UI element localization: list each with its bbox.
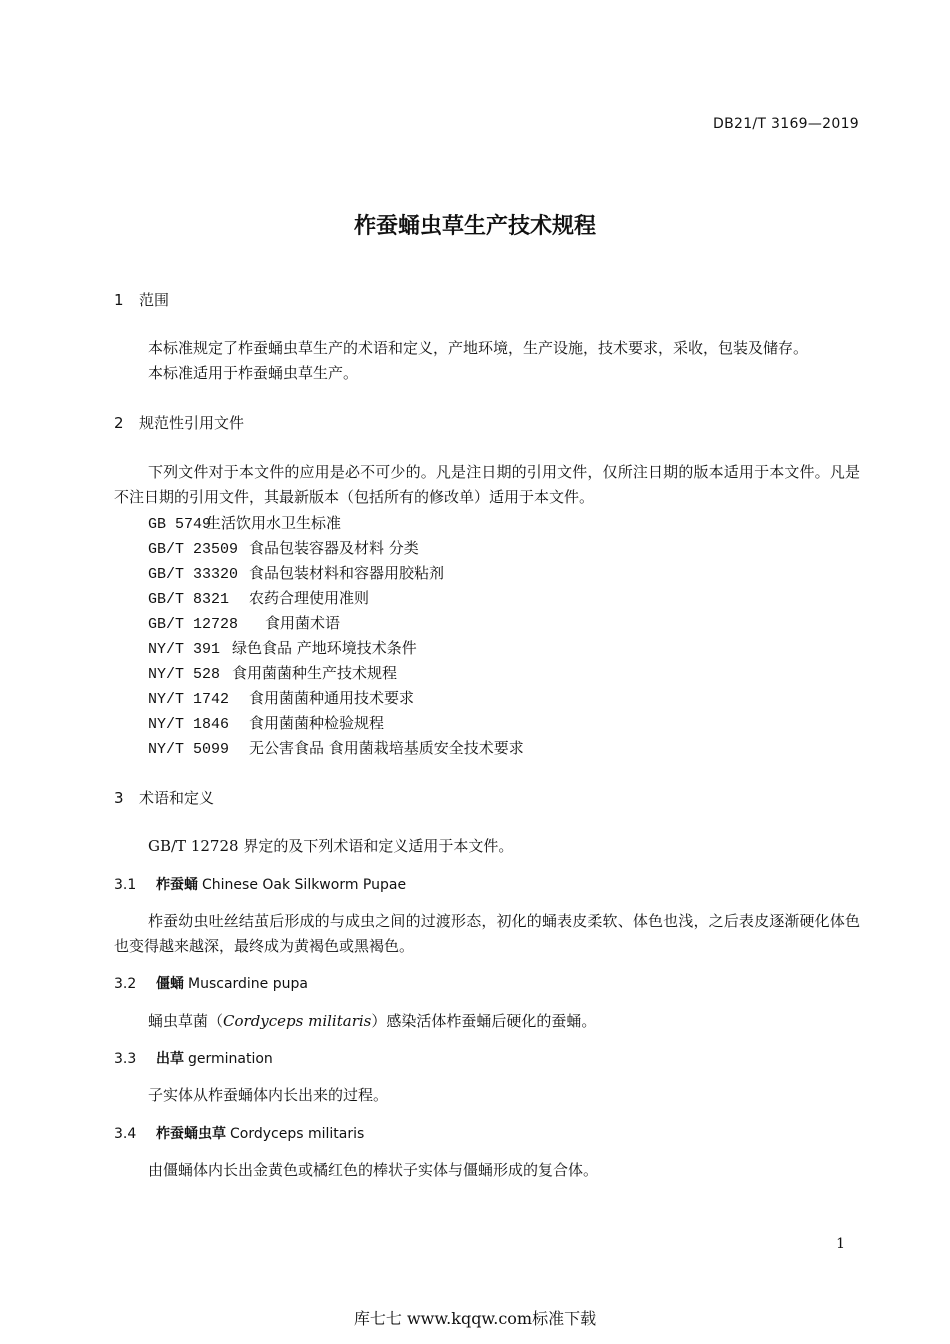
reference-code: GB/T 12728 (148, 616, 239, 633)
section-3-intro: GB/T 12728 界定的及下列术语和定义适用于本文件。 (148, 837, 514, 855)
term-number: 3.2 (114, 976, 137, 992)
term-english: germination (188, 1051, 273, 1067)
reference-title: 生活饮用水卫生标准 (206, 514, 342, 532)
reference-item (148, 562, 444, 583)
term-number: 3.1 (114, 877, 137, 893)
section-2-intro: 下列文件对于本文件的应用是必不可少的。凡是注日期的引用文件，仅所注日期的版本适用于本文件。凡是不注日期的引用文件，其最新版本（包括所有的修改单）适用于本文件。 (114, 463, 860, 506)
section-1-heading (114, 289, 169, 310)
reference-title: 无公害食品 食用菌栽培基质安全技术要求 (249, 739, 524, 757)
page-number: 1 (836, 1236, 845, 1252)
section-number: 2 (114, 414, 124, 432)
footer-watermark: 库七七 www.kqqw.com标准下载 (353, 1309, 597, 1328)
reference-code: NY/T 1846 (148, 716, 230, 733)
term-definition-3-2 (148, 1010, 596, 1031)
term-definition-3-1: 柞蚕幼虫吐丝结茧后形成的与成虫之间的过渡形态，初化的蛹表皮柔软、体色也浅，之后表皮逐渐硬化体色也变得越来越深，最终成为黄褐色或黑褐色。 (114, 912, 860, 955)
reference-item (148, 612, 340, 633)
section-1-paragraph-1: 本标准规定了柞蚕蛹虫草生产的术语和定义，产地环境，生产设施，技术要求，采收，包装及储存。 (148, 339, 809, 357)
reference-code: GB/T 33320 (148, 566, 239, 583)
term-english: Chinese Oak Silkworm Pupae (202, 877, 407, 893)
term-english: Cordyceps militaris (230, 1126, 365, 1142)
section-title: 范围 (139, 291, 170, 309)
definition-text: ）感染活体柞蚕蛹后硬化的蚕蛹。 (371, 1012, 597, 1030)
reference-item (148, 637, 417, 658)
reference-title: 绿色食品 产地环境技术条件 (232, 639, 417, 657)
reference-item (148, 512, 341, 533)
term-heading-3-1 (114, 874, 406, 894)
reference-title: 食用菌菌种检验规程 (249, 714, 385, 732)
reference-title: 食品包装材料和容器用胶粘剂 (249, 564, 445, 582)
reference-item (148, 537, 419, 558)
reference-item (148, 587, 369, 608)
section-3-heading (114, 787, 214, 808)
reference-item (148, 687, 414, 708)
term-definition-3-4: 由僵蛹体内长出金黄色或橘红色的棒状子实体与僵蛹形成的复合体。 (148, 1161, 599, 1179)
reference-code: GB/T 8321 (148, 591, 230, 608)
reference-title: 食用菌菌种通用技术要求 (249, 689, 415, 707)
term-name: 出草 (156, 1051, 184, 1067)
reference-code: NY/T 1742 (148, 691, 230, 708)
term-heading-3-2 (114, 973, 308, 993)
section-title: 规范性引用文件 (139, 414, 245, 432)
reference-item (148, 712, 384, 733)
term-number: 3.4 (114, 1126, 137, 1142)
section-number: 1 (114, 291, 124, 309)
term-english: Muscardine pupa (188, 976, 308, 992)
term-heading-3-3 (114, 1048, 273, 1068)
reference-title: 农药合理使用准则 (249, 589, 370, 607)
reference-title: 食品包装容器及材料 分类 (249, 539, 419, 557)
page-title: 柞蚕蛹虫草生产技术规程 (353, 214, 596, 239)
section-2-heading (114, 412, 244, 433)
document-number: DB21/T 3169—2019 (713, 116, 859, 132)
reference-code: GB/T 23509 (148, 541, 239, 558)
reference-title: 食用菌菌种生产技术规程 (232, 664, 398, 682)
reference-code: NY/T 528 (148, 666, 221, 683)
reference-code: NY/T 5099 (148, 741, 230, 758)
reference-item (148, 662, 397, 683)
reference-code: NY/T 391 (148, 641, 221, 658)
definition-text: 蛹虫草菌（ (148, 1012, 224, 1030)
scientific-name: Cordyceps militaris (223, 1012, 372, 1030)
term-name: 柞蚕蛹虫草 (156, 1126, 226, 1142)
term-name: 僵蛹 (156, 976, 184, 992)
section-1-paragraph-2: 本标准适用于柞蚕蛹虫草生产。 (148, 364, 359, 382)
term-name: 柞蚕蛹 (156, 877, 198, 893)
term-number: 3.3 (114, 1051, 137, 1067)
reference-code: GB 5749 (148, 516, 212, 533)
reference-title: 食用菌术语 (265, 614, 341, 632)
section-number: 3 (114, 789, 124, 807)
section-title: 术语和定义 (139, 789, 215, 807)
reference-item (148, 737, 524, 758)
term-heading-3-4 (114, 1123, 364, 1143)
term-definition-3-3: 子实体从柞蚕蛹体内长出来的过程。 (148, 1086, 389, 1104)
